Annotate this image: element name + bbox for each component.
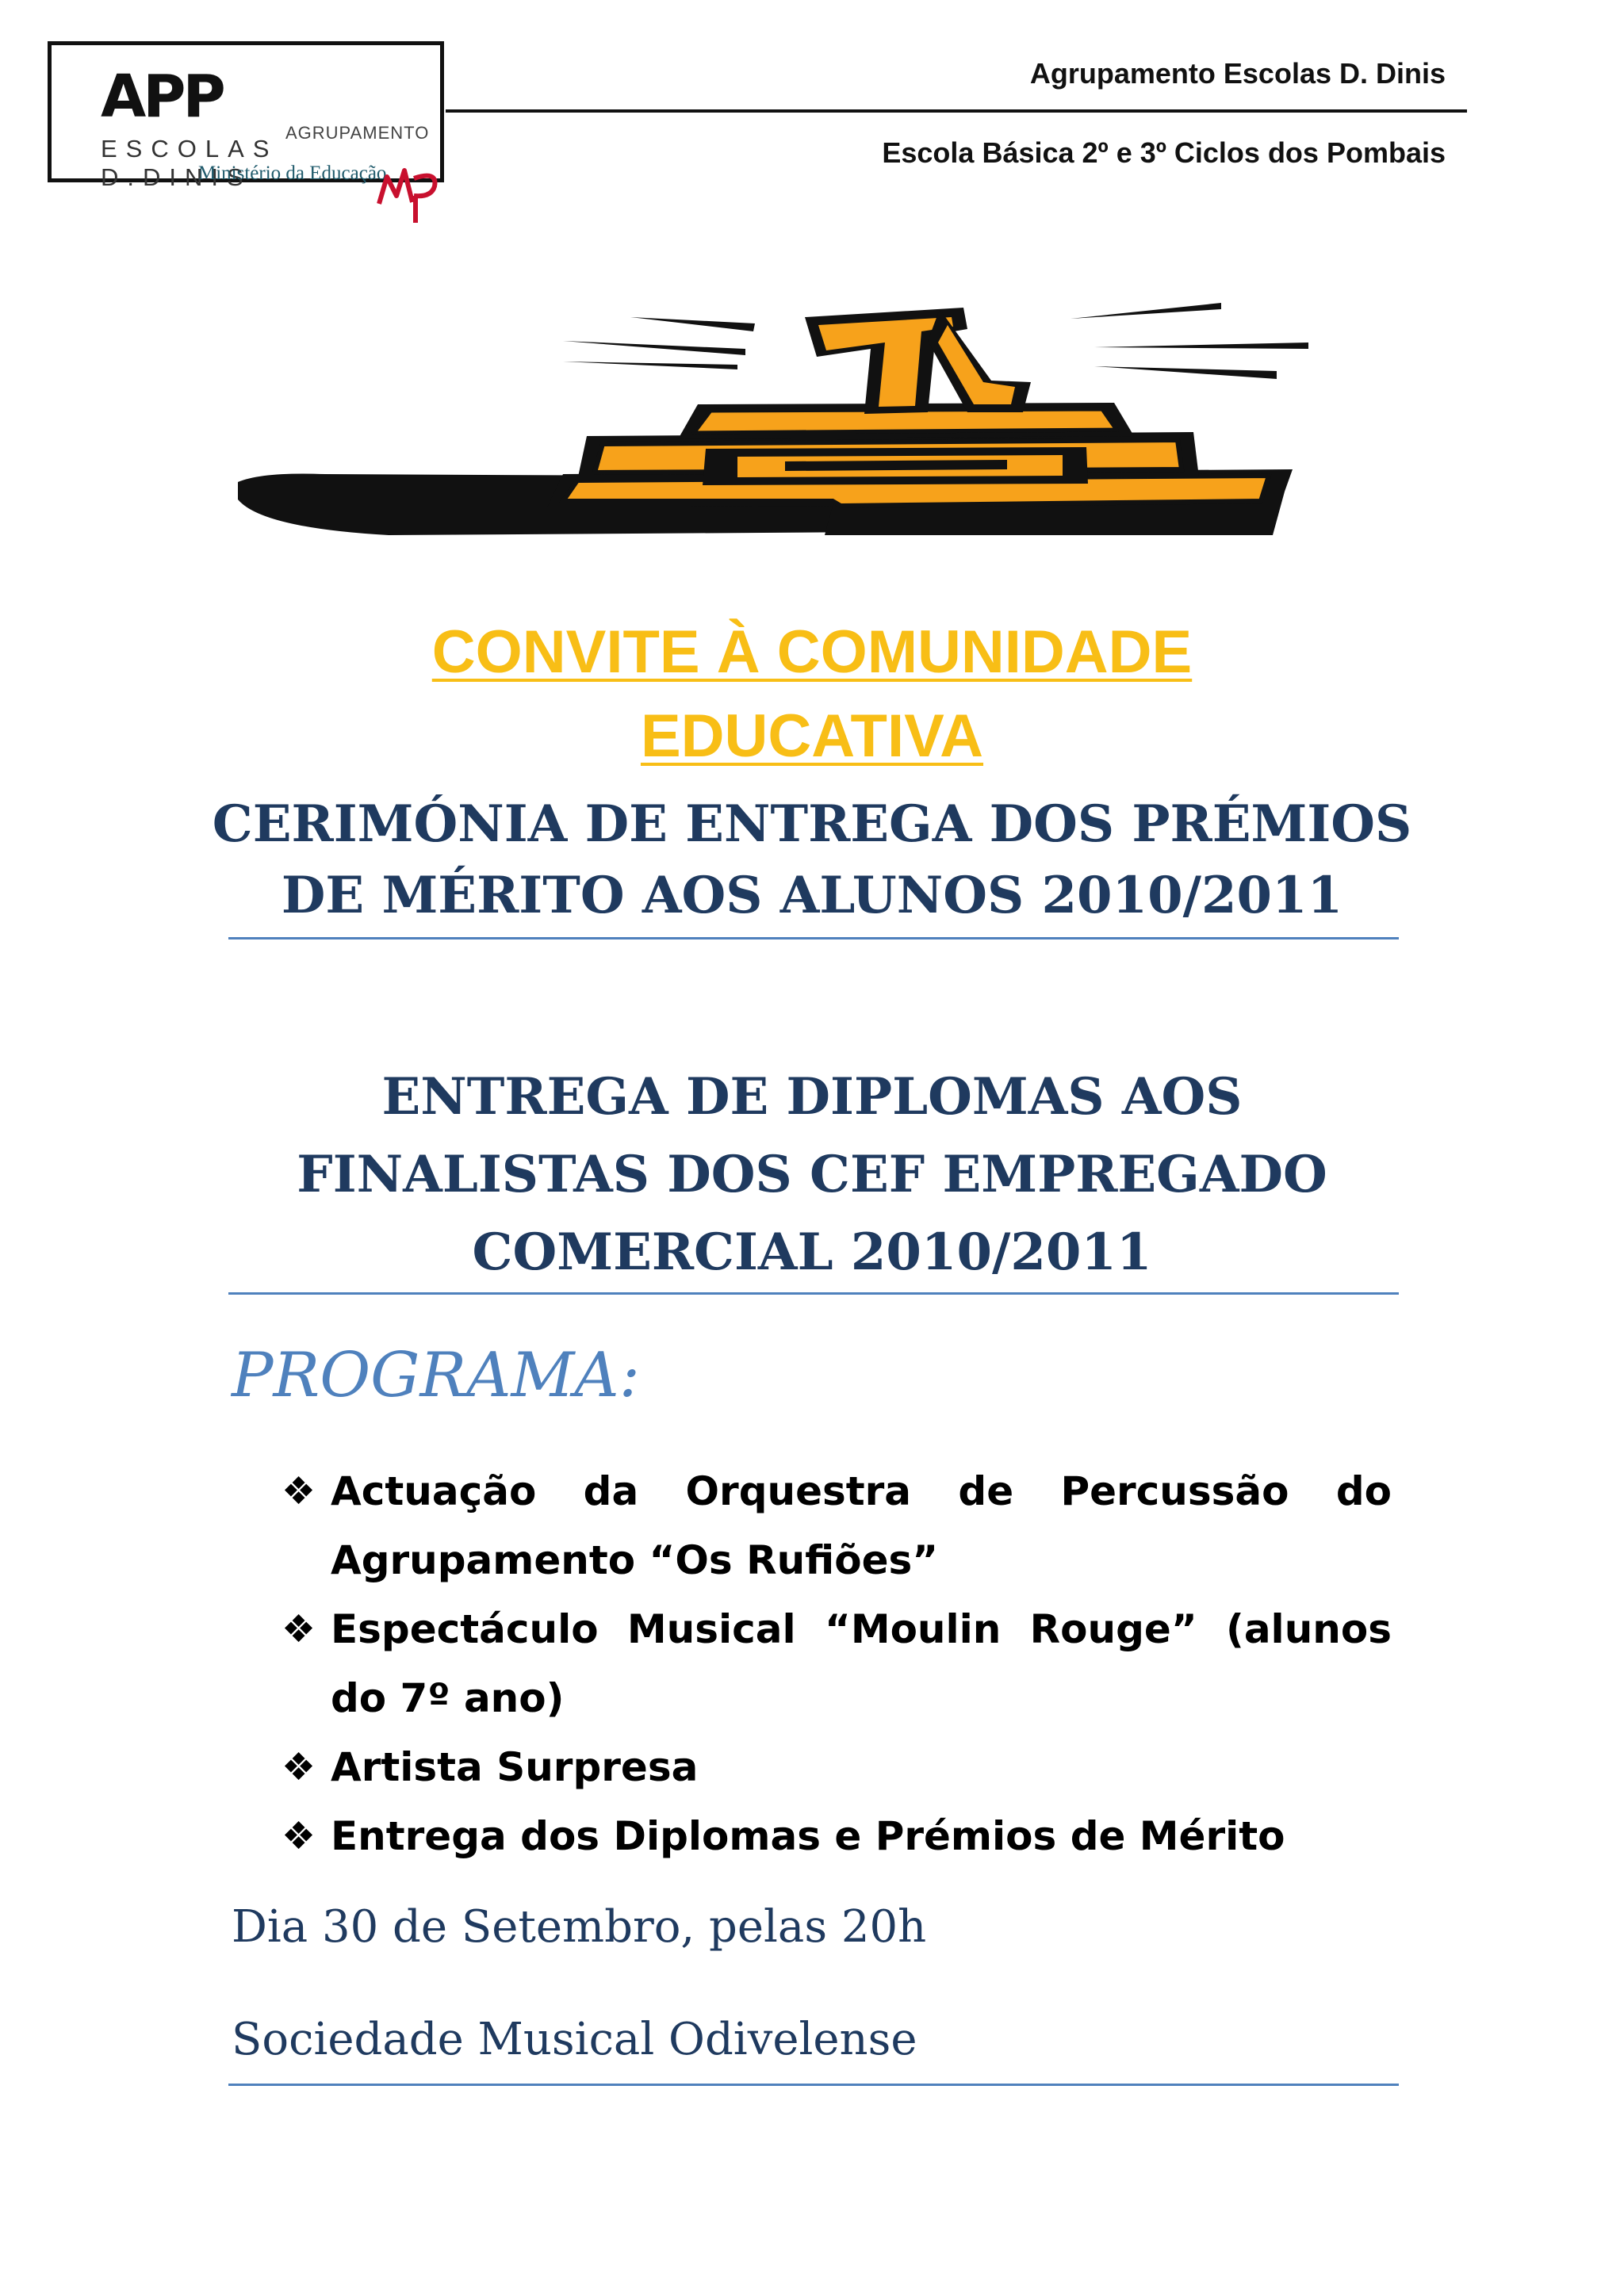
invite-title xyxy=(0,610,1624,779)
school-logo xyxy=(48,41,444,191)
list-item xyxy=(282,1457,1392,1595)
list-item-text: Artista Surpresa xyxy=(331,1744,699,1790)
diamond-bullet-icon: ❖ xyxy=(282,1607,316,1651)
header-school: Escola Básica 2º e 3º Ciclos dos Pombais xyxy=(882,136,1446,169)
ministry-label: Ministério da Educação xyxy=(198,163,387,184)
header-rule xyxy=(446,109,1467,113)
ceremony-line2: DE MÉRITO AOS ALUNOS 2010/2011 xyxy=(281,866,1343,925)
section-rule xyxy=(228,2084,1399,2086)
section-rule xyxy=(228,1292,1399,1295)
programa-list xyxy=(282,1457,1392,1871)
list-item-text: Entrega dos Diplomas e Prémios de Mérito xyxy=(331,1813,1285,1859)
list-item xyxy=(282,1733,1392,1802)
diamond-bullet-icon: ❖ xyxy=(282,1814,316,1858)
svg-text:APP: APP xyxy=(101,69,223,120)
invite-title-line2: EDUCATIVA xyxy=(640,702,984,770)
invite-title-line1: CONVITE À COMUNIDADE xyxy=(431,618,1193,686)
list-item-text: Espectáculo Musical “Moulin Rouge” (alunos do 7º ano) xyxy=(331,1606,1392,1721)
event-venue: Sociedade Musical Odivelense xyxy=(232,2014,917,2065)
diplomas-line2: FINALISTAS DOS CEF EMPREGADO xyxy=(297,1145,1327,1204)
logo-agrupamento-text: AGRUPAMENTO xyxy=(285,123,430,143)
header-agrupamento: Agrupamento Escolas D. Dinis xyxy=(1029,57,1446,90)
logo-escolas-text: ESCOLAS D.DINIS xyxy=(101,135,278,191)
list-item-text: Actuação da Orquestra de Percussão do Agrupamento “Os Rufiões” xyxy=(331,1468,1392,1583)
ceremony-line1: CERIMÓNIA DE ENTREGA DOS PRÉMIOS xyxy=(212,794,1412,854)
app-logo-icon xyxy=(101,69,267,120)
event-date: Dia 30 de Setembro, pelas 20h xyxy=(232,1901,927,1953)
list-item xyxy=(282,1595,1392,1733)
diamond-bullet-icon: ❖ xyxy=(282,1745,316,1789)
ceremony-heading xyxy=(0,789,1624,932)
ministerio-educacao-icon xyxy=(373,163,444,226)
first-place-podium-icon xyxy=(230,293,1308,555)
programa-title: PROGRAMA: xyxy=(232,1340,640,1411)
diplomas-line3: COMERCIAL 2010/2011 xyxy=(472,1223,1152,1282)
diplomas-line1: ENTREGA DE DIPLOMAS AOS xyxy=(381,1067,1243,1127)
diamond-bullet-icon: ❖ xyxy=(282,1469,316,1513)
diplomas-heading xyxy=(0,1058,1624,1292)
list-item xyxy=(282,1802,1392,1871)
section-rule xyxy=(228,937,1399,939)
